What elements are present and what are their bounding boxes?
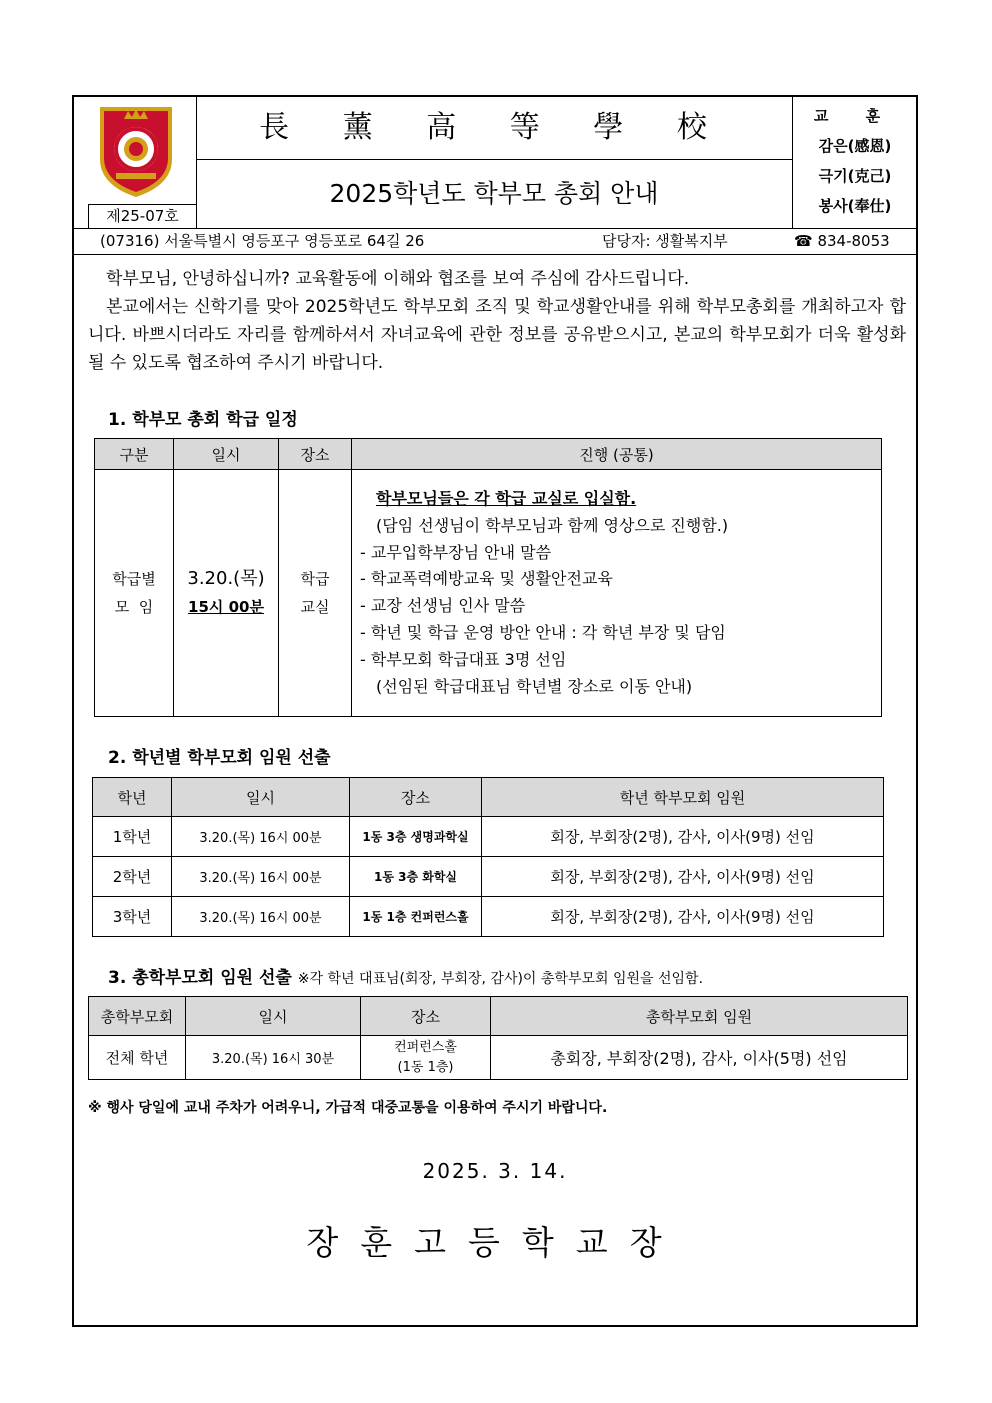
program-note: (선임된 학급대표님 학년별 장소로 이동 안내)	[376, 676, 693, 696]
address-bar	[74, 228, 916, 255]
place-label: 교실	[300, 598, 330, 617]
program-title: 학부모님들은 각 학급 교실로 입실함.	[376, 489, 637, 508]
grade-cell: 2학년	[93, 857, 172, 897]
program-item: - 학년 및 학급 운영 방안 안내 : 각 학년 부장 및 담임	[360, 622, 726, 642]
school-name: 長 薰 高 等 學 校	[196, 97, 792, 160]
meeting-time: 15시 00분	[188, 598, 264, 617]
class-schedule-table	[94, 438, 882, 717]
section-2-title: 2. 학년별 학부모회 임원 선출	[108, 748, 331, 768]
motto-item: 감은(感恩)	[818, 137, 892, 155]
officers-cell: 회장, 부회장(2명), 감사, 이사(9명) 선임	[482, 817, 884, 857]
section-1-title: 1. 학부모 총회 학급 일정	[108, 410, 298, 430]
motto-item: 극기(克己)	[818, 167, 892, 185]
program-item: - 교무입학부장님 안내 말씀	[360, 542, 552, 562]
program-item: - 교장 선생님 인사 말씀	[360, 596, 526, 616]
table-row	[93, 857, 884, 897]
principal-signature: 장훈고등학교장	[306, 1223, 684, 1262]
place-cell: 1동 3층 생명과학실	[350, 817, 482, 857]
date-cell: 3.20.(목) 16시 00분	[172, 857, 350, 897]
table-header: 일시	[186, 997, 361, 1036]
table-header: 구분	[95, 439, 174, 470]
issue-number: 제25-07호	[88, 204, 196, 228]
school-address: (07316) 서울특별시 영등포구 영등포로 64길 26	[100, 232, 425, 250]
intro-paragraph: 본교에서는 신학기를 맞아 2025학년도 학부모회 조직 및 학교생활안내를 위해 학부모총회를 개최하고자 합니다. 바쁘시더라도 자리를 함께하셔서 자녀교육에 관한 정보를 공유받으시고, 본교의 학부모회가 더욱 활성화될 수 있도록 협조하여 주시기 바랍니다.	[88, 297, 906, 373]
document-title: 2025학년도 학부모 총회 안내	[329, 179, 659, 208]
intro-text	[88, 265, 906, 377]
document-page	[72, 95, 918, 1327]
table-cell	[174, 470, 279, 717]
table-header: 일시	[174, 439, 279, 470]
table-header: 총학부모회	[89, 997, 186, 1036]
date-cell: 3.20.(목) 16시 30분	[186, 1036, 361, 1080]
table-header: 장소	[279, 439, 352, 470]
intro-paragraph: 학부모님, 안녕하십니까? 교육활동에 이해와 협조를 보여 주심에 감사드립니다.	[106, 269, 690, 289]
school-motto	[792, 97, 917, 228]
program-item: - 학교폭력예방교육 및 생활안전교육	[360, 569, 613, 589]
category-label: 학급별	[112, 570, 156, 589]
grade-cell: 1학년	[93, 817, 172, 857]
table-header: 일시	[172, 778, 350, 817]
table-row	[93, 897, 884, 937]
section-3-note: ※각 학년 대표님(회장, 부회장, 감사)이 총학부모회 임원을 선임함.	[297, 971, 704, 987]
place-line: (1동 1층)	[397, 1059, 454, 1075]
issue-date: 2025. 3. 14.	[422, 1159, 568, 1183]
program-item: - 학부모회 학급대표 3명 선임	[360, 649, 567, 669]
general-officers-table	[88, 996, 908, 1080]
officers-cell: 회장, 부회장(2명), 감사, 이사(9명) 선임	[482, 857, 884, 897]
program-cell	[352, 470, 882, 717]
table-header: 총학부모회 임원	[491, 997, 908, 1036]
table-header: 장소	[361, 997, 491, 1036]
place-cell	[361, 1036, 491, 1080]
place-cell: 1동 3층 화학실	[350, 857, 482, 897]
phone-number: ☎ 834-8053	[794, 232, 890, 250]
officers-cell: 총회장, 부회장(2명), 감사, 이사(5명) 선임	[491, 1036, 908, 1080]
section-3-title	[108, 963, 703, 988]
table-header: 장소	[350, 778, 482, 817]
table-header: 진행 (공통)	[352, 439, 882, 470]
document-header	[74, 97, 916, 229]
section-3-heading: 3. 총학부모회 임원 선출	[108, 968, 292, 988]
table-header: 학년 학부모회 임원	[482, 778, 884, 817]
place-cell: 1동 1층 컨퍼런스홀	[350, 897, 482, 937]
place-line: 컨퍼런스홀	[394, 1039, 457, 1055]
table-header: 학년	[93, 778, 172, 817]
meeting-date: 3.20.(목)	[187, 568, 265, 590]
parking-notice: ※ 행사 당일에 교내 주차가 어려우니, 가급적 대중교통을 이용하여 주시기 바랍니다.	[88, 1100, 608, 1116]
date-cell: 3.20.(목) 16시 00분	[172, 817, 350, 857]
motto-item: 봉사(奉仕)	[818, 197, 892, 215]
logo-box	[74, 97, 197, 228]
table-cell	[95, 470, 174, 717]
category-label: 모 임	[114, 598, 154, 617]
table-row	[89, 1036, 908, 1080]
program-subtitle: (담임 선생님이 학부모님과 함께 영상으로 진행함.)	[376, 515, 729, 535]
grade-cell: 3학년	[93, 897, 172, 937]
place-label: 학급	[300, 570, 330, 589]
grade-cell: 전체 학년	[89, 1036, 186, 1080]
school-emblem-icon	[96, 103, 176, 199]
grade-officers-table	[92, 777, 884, 937]
motto-heading: 교 훈	[813, 107, 897, 125]
contact-department: 담당자: 생활복지부	[602, 232, 728, 250]
table-row	[93, 817, 884, 857]
date-cell: 3.20.(목) 16시 00분	[172, 897, 350, 937]
table-cell	[279, 470, 352, 717]
officers-cell: 회장, 부회장(2명), 감사, 이사(9명) 선임	[482, 897, 884, 937]
